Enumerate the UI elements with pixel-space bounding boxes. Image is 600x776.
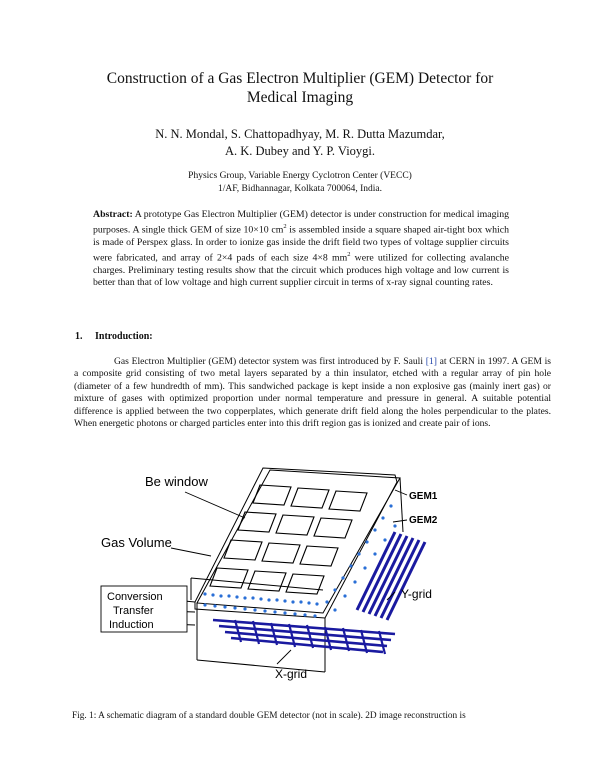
label-gem2: GEM2 <box>409 515 438 526</box>
author-list <box>60 126 540 160</box>
affiliation <box>60 170 540 196</box>
abstract-text-1: A prototype Gas Electron Multiplier (GEM) detector is under construction for medical imaging purposes. A single thick GEM of size 10×10 cm <box>93 209 509 236</box>
intro-text-2: at CERN in 1997. A GEM is a composite grid consisting of two metal layers separated by a thin insulator, etched with a regular array of pin hole (diameter of a few hundredth of mm). This sandwiched package is kept inside a non explosive gas (mainly inert gas) or mixture of gases with optimized proportion under normal temperature and pressure in general. A suitable potential difference is applied between the two copperplates, which generate drift field along the holes perpendicular to the plates. When energetic photons or charged particles enter into this drift region gas is ionized and create pair of ions. <box>74 356 551 430</box>
label-gem1: GEM1 <box>409 491 438 502</box>
intro-text-1: Gas Electron Multiplier (GEM) detector system was first introduced by F. Sauli <box>114 356 426 367</box>
abstract-label: Abstract: <box>93 209 133 220</box>
section-title: Introduction: <box>95 331 153 342</box>
label-induction: Induction <box>109 619 154 631</box>
abstract-text-3: were utilized for collecting avalanche charges. Preliminary testing results show that the circuit which produces high voltage and low current is better than that of low voltage and high current supplier circuit in terms of x-ray signal counting rates. <box>93 252 510 289</box>
title-line-1: Construction of a Gas Electron Multiplier (GEM) Detector for <box>106 70 494 87</box>
section-heading <box>75 331 153 342</box>
abstract-sup-1: 2 <box>283 223 287 231</box>
section-number: 1. <box>75 331 83 342</box>
authors-line-1: N. N. Mondal, S. Chattopadhyay, M. R. Dutta Mazumdar, <box>155 127 445 141</box>
label-conversion: Conversion <box>107 591 163 603</box>
paper-title <box>60 69 540 107</box>
label-x-grid: X-grid <box>275 667 308 681</box>
abstract-text-2: is assembled inside a square shaped air-tight box which is made of Perspex glass. In order to ionize gas inside the drift field two types of voltage supplier circuits were fabricated, and array of 2×4 pads of each size 4×8 mm <box>93 224 509 264</box>
figure-caption: Fig. 1: A schematic diagram of a standard double GEM detector (not in scale). 2D image reconstruction is <box>72 711 466 721</box>
detector-box <box>191 468 403 672</box>
label-transfer: Transfer <box>113 605 154 617</box>
abstract-sup-2: 2 <box>347 251 351 259</box>
label-y-grid: Y-grid <box>401 587 432 601</box>
y-grid <box>357 532 425 620</box>
label-gas-volume: Gas Volume <box>101 535 172 550</box>
title-line-2: Medical Imaging <box>246 89 354 106</box>
gem-detector-diagram <box>95 460 515 686</box>
label-be-window: Be window <box>145 474 208 489</box>
authors-line-2: A. K. Dubey and Y. P. Vioygi. <box>224 144 376 158</box>
citation-link[interactable]: [1] <box>425 356 437 367</box>
affiliation-line-1: Physics Group, Variable Energy Cyclotron Center (VECC) <box>188 171 412 181</box>
introduction-paragraph <box>74 356 551 430</box>
abstract <box>93 209 509 289</box>
affiliation-line-2: 1/AF, Bidhannagar, Kolkata 700064, India. <box>217 184 383 194</box>
